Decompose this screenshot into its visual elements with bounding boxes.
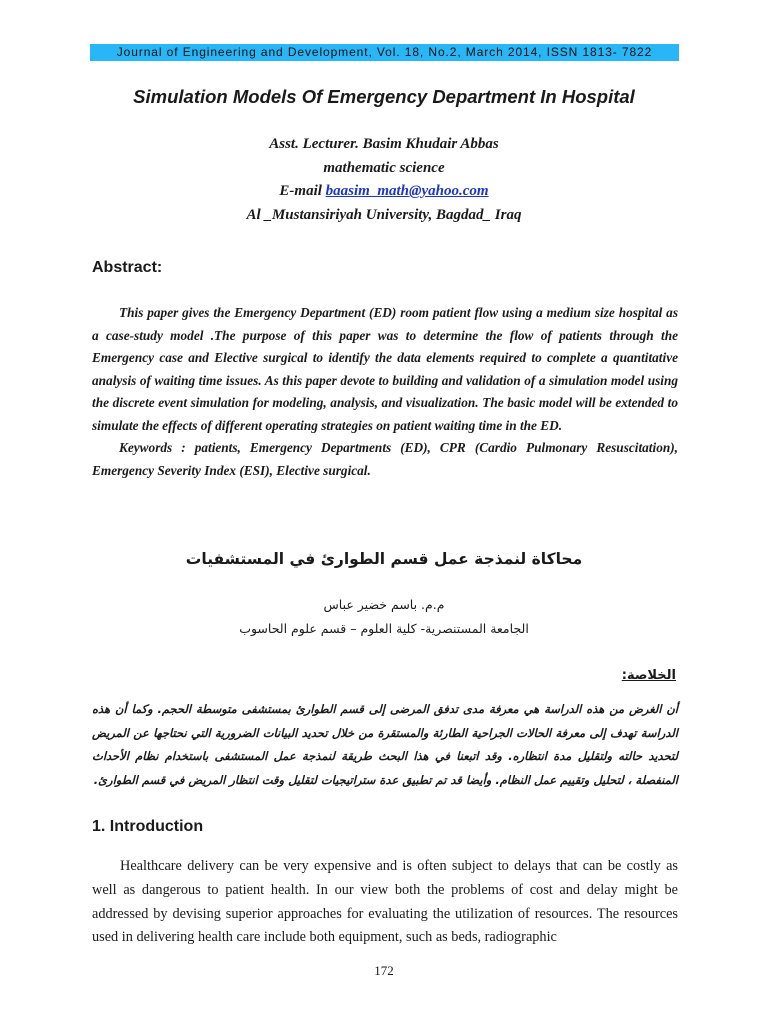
journal-citation: Journal of Engineering and Development, Vol. 18, No.2, March 2014, ISSN 1813- 7822 [116,45,653,59]
abstract-heading: Abstract: [92,259,163,276]
arabic-abstract-text: أن الغرض من هذه الدراسة هي معرفة مدى تدفق المرضى إلى قسم الطوارئ بمستشفى متوسطة الحجم. وكما أن هذه الدراسة تهدف إلى معرفة الحالات الجراحية الطارئة والمستقرة من خلال تحديد البيانات الضرورية التي نحتاجها عن المريض لتحديد حالته ولتقليل مدة انتظاره. وقد اتبعنا في هذا البحث طريقة لنمذجة عمل المستشفى باستخدام نظام الأحداث المنفصلة ، لتحليل وتقييم عمل النظام. وأيضا قد تم تطبيق عدة ستراتيجيات لتقليل وقت انتظار المريض في قسم الطوارئ. [92,702,678,787]
author-department: mathematic science [323,159,445,176]
paper-title: Simulation Models Of Emergency Department In Hospital [133,86,635,107]
introduction-text: Healthcare delivery can be very expensive and is often subject to delays that can be costly as well as dangerous to patient health. In our view both the problems of cost and delay might be addressed by devising superior approaches for evaluating the utilization of resources. The resources used in delivering health care include both equipment, such as beds, radiographic [92,858,678,946]
author-email-link[interactable]: baasim_math@yahoo.com [325,183,489,199]
email-label: E-mail [279,183,322,199]
arabic-affiliation: الجامعة المستنصرية- كلية العلوم – قسم علوم الحاسوب [239,621,529,636]
arabic-author: م.م. باسم خضير عباس [323,597,445,612]
introduction-heading: 1. Introduction [92,818,204,835]
keywords-text: Keywords : patients, Emergency Departments (ED), CPR (Cardio Pulmonary Resuscitation), Emergency Severity Index (ESI), Elective surgical. [92,440,678,478]
author-affiliation: Al _Mustansiriyah University, Bagdad_ Iraq [246,206,522,223]
journal-header-bar [90,44,679,61]
abstract-text: This paper gives the Emergency Department (ED) room patient flow using a medium size hospital as a case-study model .The purpose of this paper was to determine the flow of patients through the Emergency case and Elective surgical to identify the data elements required to complete a quantitative analysis of waiting time issues. As this paper devote to building and validation of a simulation model using the discrete event simulation for modeling, analysis, and visualization. The basic model will be extended to simulate the effects of different operating strategies on patient waiting time in the ED. [92,305,678,433]
arabic-abstract-heading: الخلاصة: [621,668,676,683]
page-number: 172 [374,963,394,978]
abstract-section [92,302,678,482]
author-block [0,133,768,227]
author-email-line [0,180,768,204]
author-name: Asst. Lecturer. Basim Khudair Abbas [269,136,499,152]
arabic-title: محاكاة لنمذجة عمل قسم الطوارئ في المستشفيات [185,550,583,568]
